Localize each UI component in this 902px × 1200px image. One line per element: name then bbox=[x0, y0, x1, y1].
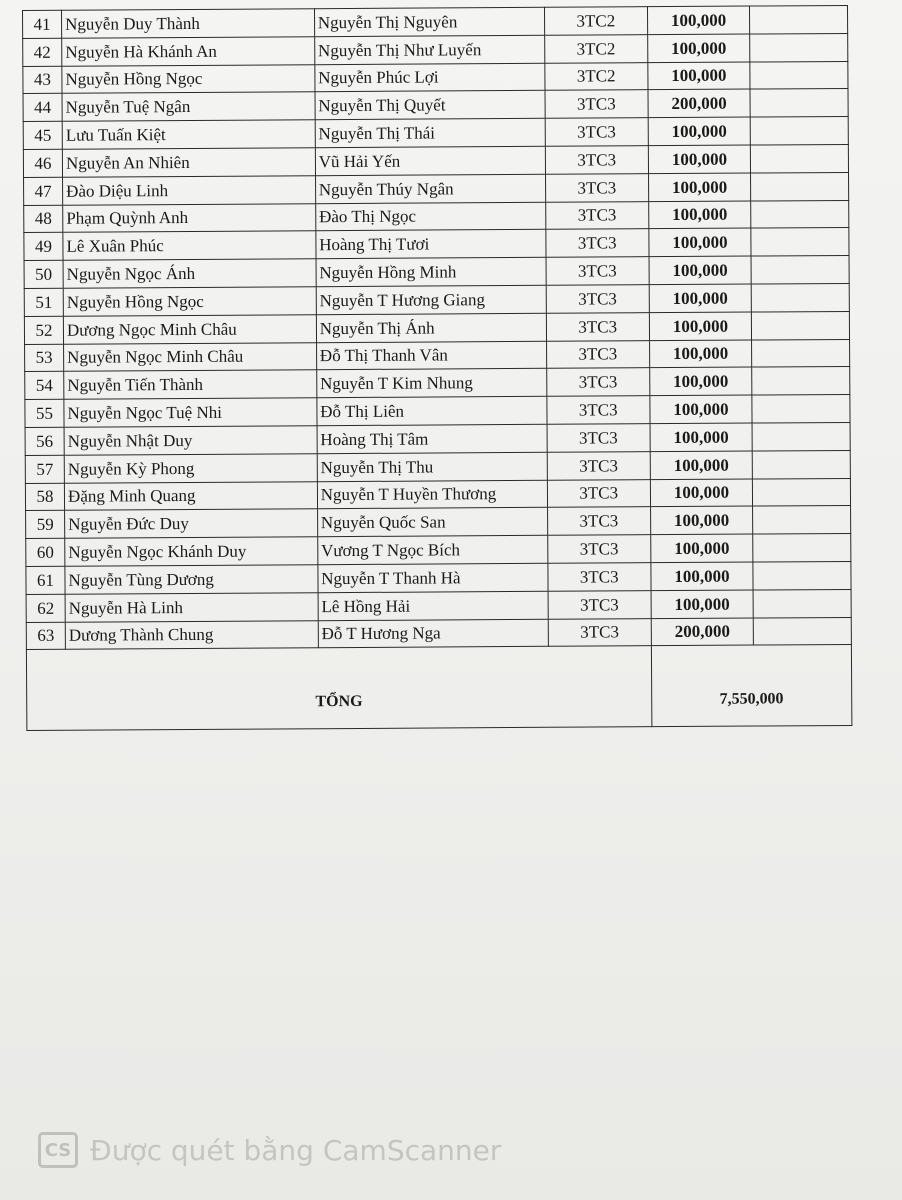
note-cell bbox=[752, 283, 850, 311]
table-row bbox=[23, 61, 848, 94]
table-row bbox=[25, 450, 850, 483]
amount: 100,000 bbox=[647, 34, 750, 62]
class-code: 3TC3 bbox=[547, 451, 650, 479]
student-name: Nguyễn Hà Linh bbox=[65, 592, 318, 621]
amount: 200,000 bbox=[648, 89, 751, 117]
class-code: 3TC3 bbox=[547, 396, 650, 424]
table-row bbox=[25, 339, 850, 372]
student-name: Nguyễn Ngọc Ánh bbox=[63, 259, 316, 288]
total-value: 7,550,000 bbox=[651, 645, 852, 727]
table-row bbox=[23, 89, 848, 122]
amount: 100,000 bbox=[650, 451, 753, 479]
parent-name: Nguyễn Thị Quyết bbox=[315, 91, 545, 120]
row-number: 62 bbox=[26, 594, 65, 622]
row-number: 58 bbox=[25, 483, 64, 511]
note-cell bbox=[752, 339, 850, 367]
table-row bbox=[24, 256, 849, 289]
note-cell bbox=[752, 422, 850, 450]
table-row bbox=[23, 117, 848, 150]
camscanner-text: Được quét bằng CamScanner bbox=[90, 1133, 502, 1167]
note-cell bbox=[753, 506, 851, 534]
student-name: Nguyễn Ngọc Khánh Duy bbox=[65, 537, 318, 566]
note-cell bbox=[751, 172, 849, 200]
note-cell bbox=[750, 5, 848, 33]
table-row bbox=[23, 144, 848, 177]
row-number: 51 bbox=[24, 288, 63, 316]
amount: 100,000 bbox=[647, 6, 750, 34]
parent-name: Nguyễn Thị Như Luyến bbox=[314, 35, 544, 64]
class-code: 3TC3 bbox=[547, 507, 650, 535]
note-cell bbox=[753, 534, 851, 562]
parent-name: Nguyễn Thị Nguyên bbox=[314, 7, 544, 36]
row-number: 43 bbox=[23, 66, 62, 94]
student-name: Dương Thành Chung bbox=[65, 620, 318, 649]
note-cell bbox=[752, 367, 850, 395]
note-cell bbox=[753, 450, 851, 478]
row-number: 49 bbox=[24, 233, 63, 261]
camscanner-logo-icon: CS bbox=[38, 1132, 78, 1168]
row-number: 55 bbox=[25, 399, 64, 427]
amount: 100,000 bbox=[649, 256, 752, 284]
class-code: 3TC3 bbox=[546, 257, 649, 285]
row-number: 44 bbox=[23, 94, 62, 122]
class-code: 3TC3 bbox=[548, 535, 651, 563]
amount: 100,000 bbox=[649, 395, 752, 423]
parent-name: Nguyễn Quốc San bbox=[317, 508, 547, 537]
amount: 100,000 bbox=[650, 534, 753, 562]
note-cell bbox=[754, 617, 852, 645]
note-cell bbox=[751, 144, 849, 172]
row-number: 61 bbox=[26, 566, 65, 594]
note-cell bbox=[753, 478, 851, 506]
class-code: 3TC3 bbox=[548, 563, 651, 591]
class-code: 3TC3 bbox=[546, 285, 649, 313]
student-name: Dương Ngọc Minh Châu bbox=[63, 314, 316, 343]
class-code: 3TC3 bbox=[547, 368, 650, 396]
row-number: 50 bbox=[24, 260, 63, 288]
class-code: 3TC3 bbox=[545, 118, 648, 146]
contribution-table bbox=[22, 5, 852, 731]
table-row bbox=[24, 200, 849, 233]
parent-name: Nguyễn Phúc Lợi bbox=[315, 63, 545, 92]
class-code: 3TC3 bbox=[545, 146, 648, 174]
student-name: Nguyễn Ngọc Tuệ Nhi bbox=[64, 398, 317, 427]
amount: 100,000 bbox=[648, 201, 751, 229]
amount: 100,000 bbox=[650, 506, 753, 534]
amount: 100,000 bbox=[651, 562, 754, 590]
amount: 200,000 bbox=[651, 618, 754, 646]
table-row bbox=[24, 228, 849, 261]
amount: 100,000 bbox=[648, 228, 751, 256]
student-name: Nguyễn Nhật Duy bbox=[64, 426, 317, 455]
row-number: 60 bbox=[26, 538, 65, 566]
class-code: 3TC3 bbox=[546, 340, 649, 368]
amount: 100,000 bbox=[647, 62, 750, 90]
total-label: TỔNG bbox=[26, 646, 651, 731]
student-name: Nguyễn Ngọc Minh Châu bbox=[64, 342, 317, 371]
table-row bbox=[23, 5, 848, 38]
parent-name: Nguyễn Thúy Ngân bbox=[315, 174, 545, 203]
note-cell bbox=[750, 33, 848, 61]
student-name: Lưu Tuấn Kiệt bbox=[62, 120, 315, 149]
note-cell bbox=[753, 589, 851, 617]
note-cell bbox=[751, 228, 849, 256]
table-row bbox=[26, 534, 851, 567]
table-row bbox=[26, 617, 851, 650]
class-code: 3TC3 bbox=[545, 173, 648, 201]
table-row bbox=[24, 283, 849, 316]
parent-name: Nguyễn Thị Ánh bbox=[316, 313, 546, 342]
table-body bbox=[23, 5, 852, 730]
table-row bbox=[26, 589, 851, 622]
student-name: Nguyễn Đức Duy bbox=[65, 509, 318, 538]
parent-name: Lê Hồng Hải bbox=[318, 591, 548, 620]
class-code: 3TC3 bbox=[548, 590, 651, 618]
student-name: Nguyễn Tùng Dương bbox=[65, 565, 318, 594]
table-row bbox=[26, 561, 851, 594]
class-code: 3TC3 bbox=[546, 312, 649, 340]
table-row bbox=[25, 478, 850, 511]
amount: 100,000 bbox=[649, 284, 752, 312]
amount: 100,000 bbox=[649, 367, 752, 395]
row-number: 45 bbox=[23, 121, 62, 149]
row-number: 41 bbox=[23, 10, 62, 38]
amount: 100,000 bbox=[648, 117, 751, 145]
student-name: Lê Xuân Phúc bbox=[63, 231, 316, 260]
row-number: 57 bbox=[25, 455, 64, 483]
table-row bbox=[25, 395, 850, 428]
class-code: 3TC2 bbox=[544, 7, 647, 35]
student-name: Nguyễn Hồng Ngọc bbox=[63, 287, 316, 316]
parent-name: Nguyễn T Hương Giang bbox=[316, 285, 546, 314]
table-row bbox=[23, 33, 848, 66]
parent-name: Nguyễn T Kim Nhung bbox=[316, 369, 546, 398]
table-row bbox=[26, 506, 851, 539]
parent-name: Đỗ T Hương Nga bbox=[318, 619, 548, 648]
note-cell bbox=[751, 256, 849, 284]
row-number: 56 bbox=[25, 427, 64, 455]
student-name: Nguyễn Hồng Ngọc bbox=[62, 64, 315, 93]
student-name: Nguyễn An Nhiên bbox=[62, 148, 315, 177]
row-number: 52 bbox=[24, 316, 63, 344]
amount: 100,000 bbox=[648, 145, 751, 173]
row-number: 59 bbox=[26, 511, 65, 539]
class-code: 3TC3 bbox=[548, 618, 651, 646]
parent-name: Nguyễn T Huyền Thương bbox=[317, 480, 547, 509]
row-number: 63 bbox=[26, 622, 65, 650]
parent-name: Vũ Hải Yến bbox=[315, 146, 545, 175]
student-name: Nguyễn Kỳ Phong bbox=[64, 453, 317, 482]
row-number: 42 bbox=[23, 38, 62, 66]
table-row bbox=[25, 367, 850, 400]
student-name: Nguyễn Duy Thành bbox=[62, 9, 315, 38]
parent-name: Nguyễn Thị Thu bbox=[317, 452, 547, 481]
class-code: 3TC3 bbox=[547, 479, 650, 507]
amount: 100,000 bbox=[648, 173, 751, 201]
student-name: Đào Diệu Linh bbox=[63, 175, 316, 204]
class-code: 3TC3 bbox=[546, 229, 649, 257]
class-code: 3TC3 bbox=[546, 201, 649, 229]
total-row bbox=[26, 645, 851, 731]
student-name: Nguyễn Hà Khánh An bbox=[62, 37, 315, 66]
note-cell bbox=[752, 395, 850, 423]
parent-name: Hoàng Thị Tươi bbox=[316, 230, 546, 259]
parent-name: Vương T Ngọc Bích bbox=[317, 535, 547, 564]
camscanner-watermark bbox=[38, 1132, 501, 1168]
row-number: 48 bbox=[24, 205, 63, 233]
table-row bbox=[24, 311, 849, 344]
note-cell bbox=[751, 200, 849, 228]
class-code: 3TC3 bbox=[547, 424, 650, 452]
parent-name: Nguyễn T Thanh Hà bbox=[318, 563, 548, 592]
note-cell bbox=[750, 89, 848, 117]
amount: 100,000 bbox=[649, 340, 752, 368]
class-code: 3TC3 bbox=[545, 90, 648, 118]
parent-name: Hoàng Thị Tâm bbox=[317, 424, 547, 453]
student-name: Nguyễn Tiến Thành bbox=[64, 370, 317, 399]
amount: 100,000 bbox=[650, 423, 753, 451]
parent-name: Nguyễn Thị Thái bbox=[315, 118, 545, 147]
student-name: Nguyễn Tuệ Ngân bbox=[62, 92, 315, 121]
class-code: 3TC2 bbox=[545, 62, 648, 90]
student-name: Đặng Minh Quang bbox=[64, 481, 317, 510]
row-number: 54 bbox=[25, 372, 64, 400]
parent-name: Nguyễn Hồng Minh bbox=[316, 257, 546, 286]
class-code: 3TC2 bbox=[545, 34, 648, 62]
table-row bbox=[24, 172, 849, 205]
row-number: 47 bbox=[24, 177, 63, 205]
row-number: 53 bbox=[25, 344, 64, 372]
amount: 100,000 bbox=[649, 312, 752, 340]
table-row bbox=[25, 422, 850, 455]
row-number: 46 bbox=[23, 149, 62, 177]
parent-name: Đỗ Thị Liên bbox=[317, 396, 547, 425]
note-cell bbox=[750, 61, 848, 89]
note-cell bbox=[752, 311, 850, 339]
parent-name: Đỗ Thị Thanh Vân bbox=[316, 341, 546, 370]
note-cell bbox=[753, 561, 851, 589]
note-cell bbox=[751, 117, 849, 145]
amount: 100,000 bbox=[651, 590, 754, 618]
amount: 100,000 bbox=[650, 479, 753, 507]
student-name: Phạm Quỳnh Anh bbox=[63, 203, 316, 232]
parent-name: Đào Thị Ngọc bbox=[315, 202, 545, 231]
